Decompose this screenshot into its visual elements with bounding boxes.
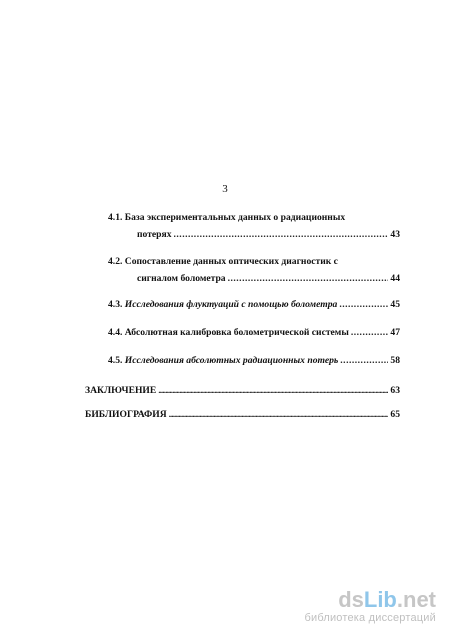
- toc-entry-title: База экспериментальных данных о радиационных: [124, 212, 346, 223]
- watermark-subtitle: библиотека диссертаций: [304, 612, 436, 624]
- toc-entry-bibliography[interactable]: [85, 408, 400, 421]
- toc-entry-4-5[interactable]: [108, 354, 400, 367]
- toc-page-number: 65: [390, 409, 400, 420]
- toc-leader-dots: [158, 384, 388, 397]
- toc-entry-number: 4.2.: [108, 256, 123, 267]
- toc-entry-title: Сопоставление данных оптических диагностик с: [124, 256, 338, 267]
- watermark-wordmark: dsLib.net: [338, 587, 436, 612]
- toc-page-number: 43: [390, 229, 400, 240]
- toc-entry-number: 4.4.: [108, 327, 123, 338]
- toc-entry-title: Исследования флуктуаций с помощью болометра: [124, 299, 338, 310]
- toc-entry-number: 4.1.: [108, 212, 123, 223]
- toc-page-number: 63: [390, 385, 400, 396]
- toc-leader-dots: [340, 354, 388, 367]
- toc-entry-4-3[interactable]: [108, 298, 400, 311]
- toc-entry-title: БИБЛИОГРАФИЯ: [85, 409, 167, 420]
- toc-entry-4-1[interactable]: [108, 211, 400, 241]
- toc-entry-title-cont: сигналом болометра: [137, 273, 226, 284]
- toc-page-number: 58: [390, 355, 400, 366]
- toc-entry-4-4[interactable]: [108, 326, 400, 339]
- toc-page-number: 47: [390, 327, 400, 338]
- toc-leader-dots: [174, 228, 389, 241]
- toc-entry-title: ЗАКЛЮЧЕНИЕ: [85, 385, 157, 396]
- toc-leader-dots: [351, 326, 389, 339]
- toc-entry-title: Абсолютная калибровка болометрической системы: [124, 327, 349, 338]
- toc-entry-title-cont: потерях: [137, 229, 172, 240]
- toc-leader-dots: [228, 272, 389, 285]
- toc-entry-number: 4.5.: [108, 355, 123, 366]
- toc-leader-dots: [339, 298, 388, 311]
- page-number: 3: [222, 183, 228, 195]
- dslib-watermark-logo: [304, 589, 436, 624]
- toc-leader-dots: [169, 408, 389, 421]
- toc-entry-conclusion[interactable]: [85, 384, 400, 397]
- toc-entry-number: 4.3.: [108, 299, 123, 310]
- toc-entry-4-2[interactable]: [108, 255, 400, 285]
- toc-page-number: 45: [390, 299, 400, 310]
- toc-page-number: 44: [390, 273, 400, 284]
- toc-entry-title: Исследования абсолютных радиационных потерь: [124, 355, 339, 366]
